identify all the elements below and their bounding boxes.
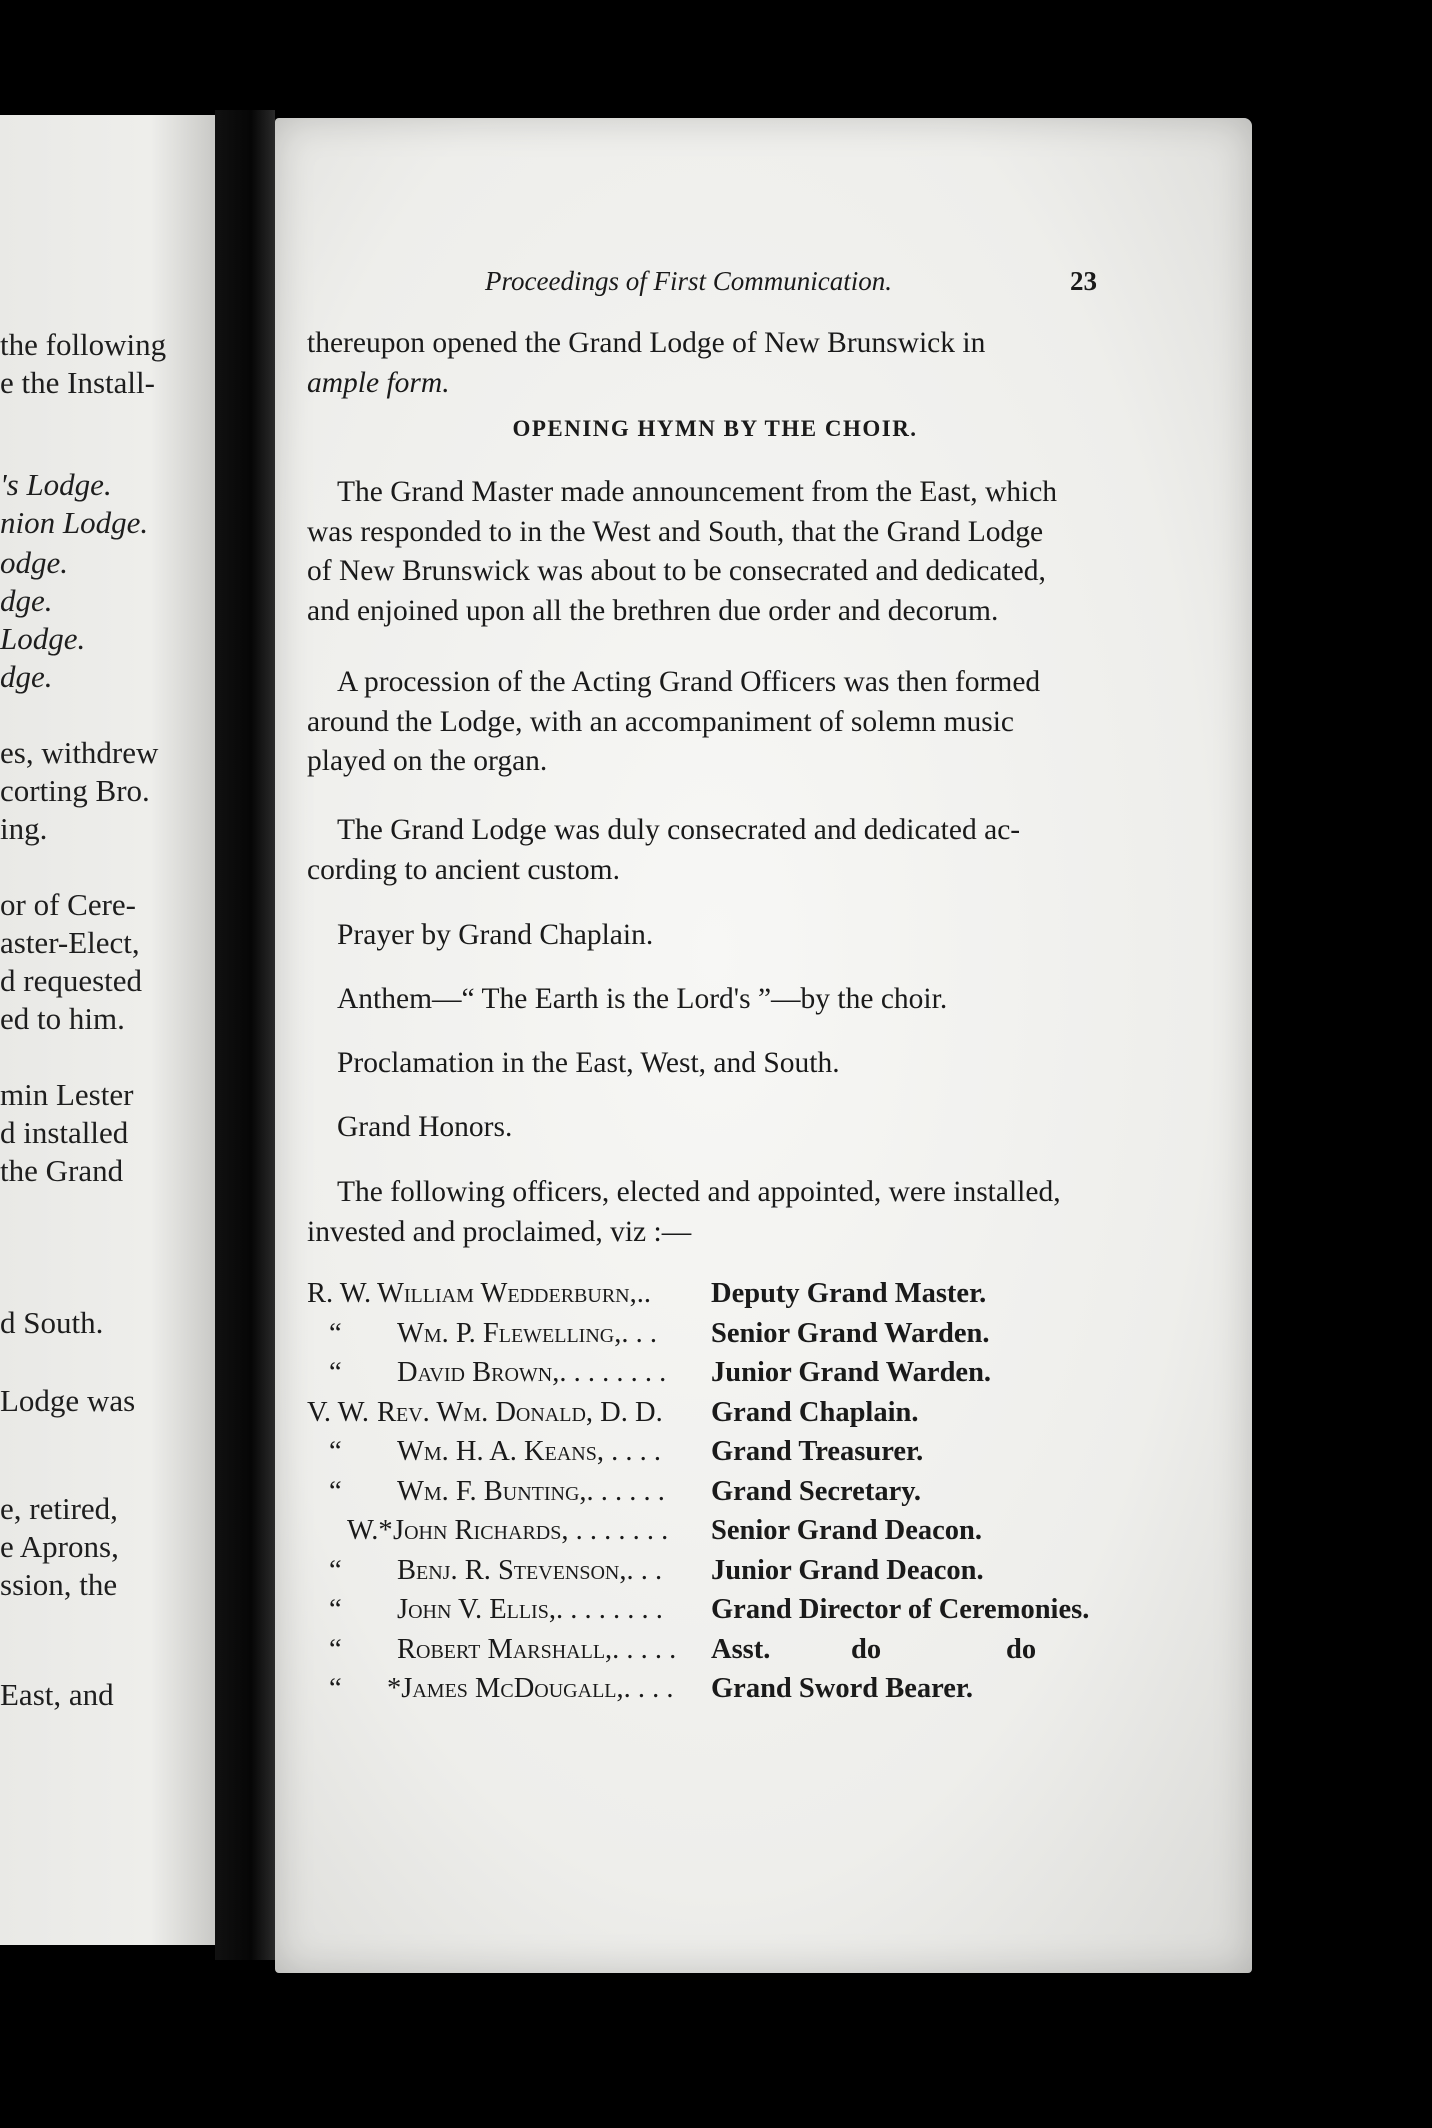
text-line: Proclamation in the East, West, and South. xyxy=(337,1047,840,1079)
left-line: Lodge was xyxy=(0,1383,136,1418)
text-line: cording to ancient custom. xyxy=(307,853,620,886)
left-line: odge. xyxy=(0,545,69,580)
officer-name: Wm. H. A. Keans, . . . . xyxy=(397,1436,661,1467)
left-line: d installed xyxy=(0,1115,129,1150)
officer-name: David Brown,. . . . . . . . xyxy=(397,1357,667,1388)
text-line: Anthem—“ The Earth is the Lord's ”—by the choir. xyxy=(337,983,948,1015)
text-line: The following officers, elected and appointed, were installed, xyxy=(337,1176,1061,1208)
text-line: thereupon opened the Grand Lodge of New Brunswick in xyxy=(307,327,986,359)
paragraph-honors xyxy=(307,1108,1127,1148)
officer-name: John Richards, . . . . . . . xyxy=(393,1515,669,1546)
paragraph-continuation xyxy=(307,324,1127,403)
left-line: 's Lodge. xyxy=(0,467,112,502)
left-line: e Aprons, xyxy=(0,1529,119,1564)
officer-name: Rev. Wm. Donald, D. D. xyxy=(377,1396,663,1428)
text-line: The Grand Master made announcement from the East, which xyxy=(337,476,1058,508)
left-line: d requested xyxy=(0,963,143,998)
officer-rank: “ xyxy=(329,1475,342,1507)
left-line: the Grand xyxy=(0,1153,124,1188)
text-line: invested and proclaimed, viz :— xyxy=(307,1215,692,1248)
paragraph-procession xyxy=(307,663,1127,782)
ditto-do: do xyxy=(851,1633,882,1665)
left-line: Lodge. xyxy=(0,621,86,656)
officer-rank: W.* xyxy=(347,1515,393,1546)
page-number: 23 xyxy=(1070,266,1097,296)
left-line: nion Lodge. xyxy=(0,505,149,540)
officer-rank: “ xyxy=(329,1357,342,1388)
officer-office: Grand Director of Ceremonies. xyxy=(711,1594,1090,1625)
text-line: played on the organ. xyxy=(307,745,548,777)
officer-office: Grand Chaplain. xyxy=(711,1396,919,1428)
left-line: East, and xyxy=(0,1677,114,1712)
paragraph-proclamation xyxy=(307,1044,1127,1084)
left-line: or of Cere- xyxy=(0,887,136,922)
officer-rank: V. W. xyxy=(307,1396,370,1428)
left-line: min Lester xyxy=(0,1077,134,1112)
left-page-fragment xyxy=(0,115,215,1945)
text-line: The Grand Lodge was duly consecrated and dedicated ac- xyxy=(337,814,1021,846)
text-line: was responded to in the West and South, that the Grand Lodge xyxy=(307,515,1044,548)
text-line: Grand Honors. xyxy=(337,1111,513,1143)
paragraph-anthem xyxy=(307,980,1127,1020)
running-head: Proceedings of First Communication. xyxy=(485,266,892,296)
officer-name: *James McDougall,. . . . xyxy=(387,1673,674,1704)
officer-rank: “ xyxy=(329,1673,342,1704)
text-line: and enjoined upon all the brethren due order and decorum. xyxy=(307,594,999,627)
officer-office: Senior Grand Warden. xyxy=(711,1317,990,1349)
officer-office: Senior Grand Deacon. xyxy=(711,1515,983,1546)
left-line: corting Bro. xyxy=(0,773,150,808)
left-line: e, retired, xyxy=(0,1491,118,1526)
text-line: around the Lodge, with an accompaniment of solemn music xyxy=(307,705,1014,738)
book-gutter xyxy=(215,110,275,1960)
officer-name: Robert Marshall,. . . . . xyxy=(397,1633,677,1665)
officer-name: Benj. R. Stevenson,. . . xyxy=(397,1554,663,1586)
officer-office: Grand Secretary. xyxy=(711,1475,922,1507)
paragraph-officers-intro xyxy=(307,1173,1127,1252)
officer-name: William Wedderburn,.. xyxy=(377,1278,651,1309)
text-line: ample form. xyxy=(307,366,450,399)
officer-office: Junior Grand Deacon. xyxy=(711,1554,984,1586)
officer-rank: “ xyxy=(329,1594,342,1625)
text-line: A procession of the Acting Grand Officers was then formed xyxy=(337,666,1041,698)
text-line: of New Brunswick was about to be consecrated and dedicated, xyxy=(307,555,1046,587)
ditto-do: do xyxy=(1006,1633,1037,1665)
left-line: d South. xyxy=(0,1305,104,1340)
left-line: dge. xyxy=(0,659,53,694)
officer-rank: “ xyxy=(329,1554,342,1586)
officer-name: Wm. P. Flewelling,. . . xyxy=(397,1317,657,1349)
officer-office: Junior Grand Warden. xyxy=(711,1357,992,1388)
officer-office-asst: Asst. xyxy=(711,1633,771,1665)
left-line: e the Install- xyxy=(0,365,155,400)
paragraph-consecration xyxy=(307,811,1127,890)
officer-name: Wm. F. Bunting,. . . . . . xyxy=(397,1475,665,1507)
left-line: the following xyxy=(0,327,167,362)
left-line: es, withdrew xyxy=(0,735,159,770)
officer-office xyxy=(711,1633,1037,1666)
officer-office: Deputy Grand Master. xyxy=(711,1278,987,1309)
left-line: aster-Elect, xyxy=(0,925,140,960)
section-heading: OPENING HYMN BY THE CHOIR. xyxy=(512,416,918,441)
left-line: ing. xyxy=(0,811,48,846)
paragraph-prayer xyxy=(307,916,1127,956)
officer-rank: “ xyxy=(329,1436,342,1467)
officer-office: Grand Treasurer. xyxy=(711,1436,924,1467)
officer-rank: “ xyxy=(329,1633,342,1665)
paragraph-announcement xyxy=(307,473,1127,631)
right-page xyxy=(275,118,1252,1973)
officer-office: Grand Sword Bearer. xyxy=(711,1673,974,1704)
left-line: ed to him. xyxy=(0,1001,125,1036)
left-line: ssion, the xyxy=(0,1567,118,1602)
officer-rank: R. W. xyxy=(307,1278,372,1309)
text-line: Prayer by Grand Chaplain. xyxy=(337,919,654,951)
officer-name: John V. Ellis,. . . . . . . . xyxy=(397,1594,663,1625)
left-line: dge. xyxy=(0,583,53,618)
officer-rank: “ xyxy=(329,1317,342,1349)
